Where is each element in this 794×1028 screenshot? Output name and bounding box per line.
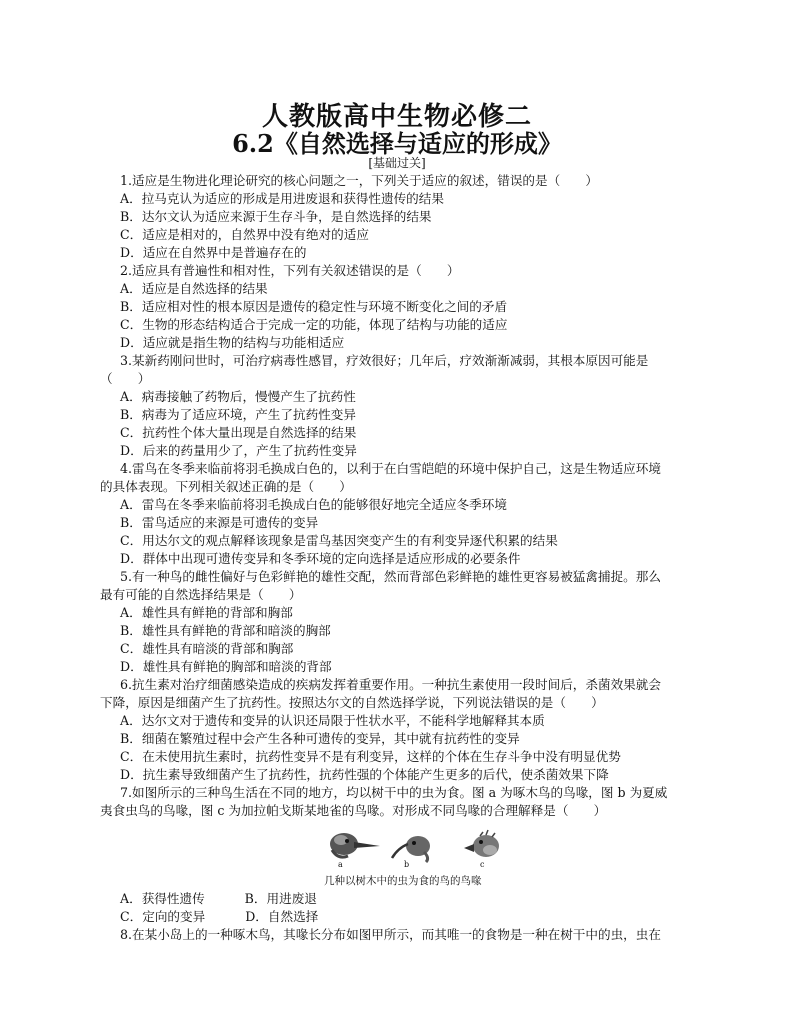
question-5-stem: 5.有一种鸟的雌性偏好与色彩鲜艳的雄性交配，然而背部色彩鲜艳的雄性更容易被猛禽捕捉。那么 bbox=[120, 569, 661, 584]
bird-a-label: a bbox=[338, 860, 343, 869]
question-4-option-c: C．用达尔文的观点解释该现象是雷鸟基因突变产生的有利变异逐代积累的结果 bbox=[120, 533, 558, 548]
bird-c-head bbox=[464, 830, 499, 857]
question-8-stem: 8.在某小岛上的一种啄木鸟，其喙长分布如图甲所示，而其唯一的食物是一种在树干中的虫，虫在 bbox=[120, 927, 661, 942]
question-5-stem-cont: 最有可能的自然选择结果是（ ） bbox=[100, 587, 302, 602]
question-6-option-a: A．达尔文对于遗传和变异的认识还局限于性状水平，不能科学地解释其本质 bbox=[120, 713, 545, 728]
question-7-option-b: B．用进废退 bbox=[244, 891, 317, 906]
question-7-option-c: C．定向的变异 bbox=[120, 909, 206, 924]
question-3-option-a: A．病毒接触了药物后，慢慢产生了抗药性 bbox=[120, 389, 356, 404]
bird-beaks-illustration bbox=[314, 826, 524, 874]
question-3-stem: 3.某新药刚问世时，可治疗病毒性感冒，疗效很好；几年后，疗效渐渐减弱，其根本原因可能是 bbox=[120, 353, 649, 368]
question-2-option-d: D．适应就是指生物的结构与功能相适应 bbox=[120, 335, 345, 350]
bird-b-head bbox=[392, 836, 430, 862]
question-1-stem: 1.适应是生物进化理论研究的核心问题之一，下列关于适应的叙述，错误的是（ ） bbox=[120, 173, 598, 188]
question-5-option-c: C．雄性具有暗淡的背部和胸部 bbox=[120, 641, 294, 656]
question-1-option-d: D．适应在自然界中是普遍存在的 bbox=[120, 245, 307, 260]
section-heading: [基础过关] bbox=[368, 156, 426, 170]
question-4-option-b: B．雷鸟适应的来源是可遗传的变异 bbox=[120, 515, 319, 530]
question-7-stem-cont: 夷食虫鸟的鸟喙，图 c 为加拉帕戈斯某地雀的鸟喙。对形成不同鸟喙的合理解释是（ ） bbox=[100, 803, 607, 818]
question-7-options-row-1 bbox=[100, 890, 702, 908]
question-6-stem: 6.抗生素对治疗细菌感染造成的疾病发挥着重要作用。一种抗生素使用一段时间后，杀菌效果就会 bbox=[120, 677, 661, 692]
question-2-stem: 2.适应具有普遍性和相对性，下列有关叙述错误的是（ ） bbox=[120, 263, 460, 278]
question-6-option-c: C．在未使用抗生素时，抗药性变异不是有利变异，这样的个体在生存斗争中没有明显优势 bbox=[120, 749, 621, 764]
question-5-option-a: A．雄性具有鲜艳的背部和胸部 bbox=[120, 605, 293, 620]
question-6-option-d: D．抗生素导致细菌产生了抗药性，抗药性强的个体能产生更多的后代，使杀菌效果下降 bbox=[120, 767, 609, 782]
bird-b-label: b bbox=[404, 860, 410, 869]
question-4-stem: 4.雷鸟在冬季来临前将羽毛换成白色的，以利于在白雪皑皑的环境中保护自己，这是生物适应环境 bbox=[120, 461, 661, 476]
question-1-option-c: C．适应是相对的，自然界中没有绝对的适应 bbox=[120, 227, 369, 242]
question-6-option-b: B．细菌在繁殖过程中会产生各种可遗传的变异，其中就有抗药性的变异 bbox=[120, 731, 520, 746]
question-2-option-a: A．适应是自然选择的结果 bbox=[120, 281, 268, 296]
question-3-option-b: B．病毒为了适应环境，产生了抗药性变异 bbox=[120, 407, 356, 422]
question-7-option-d: D．自然选择 bbox=[245, 909, 319, 924]
question-4-stem-cont: 的具体表现。下列相关叙述正确的是（ ） bbox=[100, 479, 352, 494]
question-3-option-d: D．后来的药量用少了，产生了抗药性变异 bbox=[120, 443, 357, 458]
question-body bbox=[100, 172, 702, 944]
question-4-option-d: D．群体中出现可遗传变异和冬季环境的定向选择是适应形成的必要条件 bbox=[120, 551, 521, 566]
question-1-option-b: B．达尔文认为适应来源于生存斗争，是自然选择的结果 bbox=[120, 209, 432, 224]
question-7-stem: 7.如图所示的三种鸟生活在不同的地方，均以树干中的虫为食。图 a 为啄木鸟的鸟喙，图 b 为夏威 bbox=[120, 785, 668, 800]
question-2-option-b: B．适应相对性的根本原因是遗传的稳定性与环境不断变化之间的矛盾 bbox=[120, 299, 508, 314]
question-7-options-row-2 bbox=[100, 908, 702, 926]
figure-caption: 几种以树木中的虫为食的鸟的鸟喙 bbox=[324, 875, 482, 887]
question-4-option-a: A．雷鸟在冬季来临前将羽毛换成白色的能够很好地完全适应冬季环境 bbox=[120, 497, 507, 512]
bird-beak-figure bbox=[100, 822, 702, 890]
question-3-option-c: C．抗药性个体大量出现是自然选择的结果 bbox=[120, 425, 357, 440]
bird-a-head bbox=[330, 833, 380, 857]
question-7-option-a: A．获得性遗传 bbox=[120, 891, 205, 906]
question-5-option-d: D．雄性具有鲜艳的胸部和暗淡的背部 bbox=[120, 659, 332, 674]
bird-c-label: c bbox=[480, 860, 485, 869]
document-title: 人教版高中生物必修二 bbox=[261, 102, 532, 132]
document-subtitle: 6.2《自然选择与适应的形成》 bbox=[232, 129, 562, 158]
question-1-option-a: A．拉马克认为适应的形成是用进废退和获得性遗传的结果 bbox=[120, 191, 444, 206]
question-3-stem-cont: （ ） bbox=[100, 371, 151, 386]
question-5-option-b: B．雄性具有鲜艳的背部和暗淡的胸部 bbox=[120, 623, 331, 638]
question-2-option-c: C．生物的形态结构适合于完成一定的功能，体现了结构与功能的适应 bbox=[120, 317, 508, 332]
question-6-stem-cont: 下降，原因是细菌产生了抗药性。按照达尔文的自然选择学说，下列说法错误的是（ ） bbox=[100, 695, 604, 710]
